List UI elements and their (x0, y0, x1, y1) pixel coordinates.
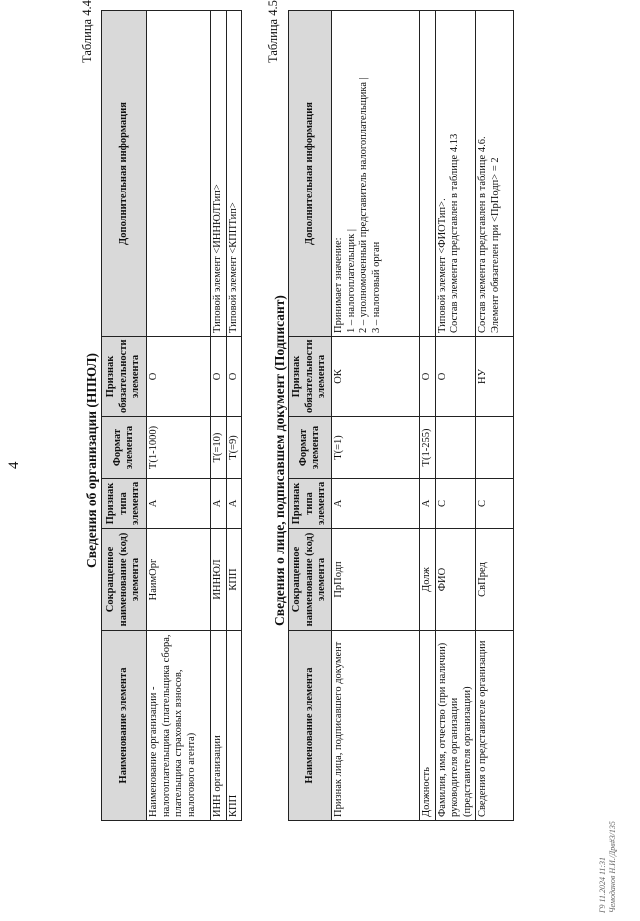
cell-info: Состав элемента представлен в таблице 4.6. Элемент обязателен при <ПрПодп> = 2 (476, 11, 514, 337)
cell-info (147, 11, 211, 337)
page-number: 4 (6, 461, 22, 469)
cell-format (476, 417, 514, 479)
table-4-5-label: Таблица 4.5 (266, 0, 280, 63)
cell-format: Т(1-255) (420, 417, 436, 479)
cell-code: ИННЮЛ (211, 529, 227, 631)
table-4-4-title: Сведения об организации (НПЮЛ) (84, 353, 99, 568)
cell-type: А (226, 479, 242, 529)
cell-type: С (476, 479, 514, 529)
cell-code: СвПред (476, 529, 514, 631)
cell-required: О (435, 337, 476, 417)
table-4-4-header-info: Дополнительная информация (102, 11, 147, 337)
table-4-5-header-format: Формат элемента (289, 417, 332, 479)
table-row (211, 11, 227, 821)
table-4-5-header-code: Сокращенное наименование (код) элемента (289, 529, 332, 631)
cell-info: Типовой элемент <КППТип> (226, 11, 242, 337)
document-stamp: Г9 11.2024 11:31 Чемоданов Н.И./Дрв#3/135 (598, 821, 617, 913)
table-4-5 (288, 10, 514, 821)
cell-required: О (420, 337, 436, 417)
table-4-4-label: Таблица 4.4 (80, 0, 94, 63)
cell-format (435, 417, 476, 479)
cell-required: О (211, 337, 227, 417)
table-4-4-header-format: Формат элемента (102, 417, 147, 479)
cell-format: Т(1-1000) (147, 417, 211, 479)
cell-code: Долж (420, 529, 436, 631)
cell-name: КПП (226, 631, 242, 821)
cell-code: НаимОрг (147, 529, 211, 631)
cell-info: Типовой элемент <ФИОТип>. Состав элемента представлен в таблице 4.13 (435, 11, 476, 337)
table-row (476, 11, 514, 821)
table-4-4-header-required: Признак обязательности элемента (102, 337, 147, 417)
cell-code: ФИО (435, 529, 476, 631)
cell-name: Наименование организации - налогоплательщика (плательщика сбора, плательщика страховых взносов, налогового агента) (147, 631, 211, 821)
cell-type: А (420, 479, 436, 529)
cell-name: Должность (420, 631, 436, 821)
cell-required: О (226, 337, 242, 417)
cell-format: Т(=1) (332, 417, 420, 479)
cell-info: Типовой элемент <ИННЮЛТип> (211, 11, 227, 337)
table-4-5-header-type: Признак типа элемента (289, 479, 332, 529)
cell-info: Принимает значение: 1 – налогоплательщик | 2 – уполномоченный представитель налогоплательщика | 3 – налоговый орган (332, 11, 420, 337)
cell-info (420, 11, 436, 337)
cell-code: КПП (226, 529, 242, 631)
cell-required: НУ (476, 337, 514, 417)
table-row (226, 11, 242, 821)
cell-name: Сведения о представителе организации (476, 631, 514, 821)
cell-type: А (211, 479, 227, 529)
table-4-4-header-type: Признак типа элемента (102, 479, 147, 529)
table-4-4-header-row (102, 11, 147, 821)
table-4-5-header-required: Признак обязательности элемента (289, 337, 332, 417)
cell-type: С (435, 479, 476, 529)
table-4-5-header-info: Дополнительная информация (289, 11, 332, 337)
table-4-4-header-code: Сокращенное наименование (код) элемента (102, 529, 147, 631)
table-row (420, 11, 436, 821)
table-4-5-header-row (289, 11, 332, 821)
cell-code: ПрПодп (332, 529, 420, 631)
cell-name: ИНН организации (211, 631, 227, 821)
table-row (435, 11, 476, 821)
cell-type: А (332, 479, 420, 529)
table-4-4 (101, 10, 242, 821)
cell-type: А (147, 479, 211, 529)
table-row (332, 11, 420, 821)
table-row (147, 11, 211, 821)
cell-format: Т(=10) (211, 417, 227, 479)
cell-format: Т(=9) (226, 417, 242, 479)
cell-name: Признак лица, подписавшего документ (332, 631, 420, 821)
cell-required: О (147, 337, 211, 417)
table-4-4-header-name: Наименование элемента (102, 631, 147, 821)
table-4-5-header-name: Наименование элемента (289, 631, 332, 821)
table-4-5-title: Сведения о лице, подписавшем документ (Подписант) (272, 295, 287, 626)
cell-name: Фамилия, имя, отчество (при наличии) руководителя организации (представителя организации) (435, 631, 476, 821)
cell-required: ОК (332, 337, 420, 417)
